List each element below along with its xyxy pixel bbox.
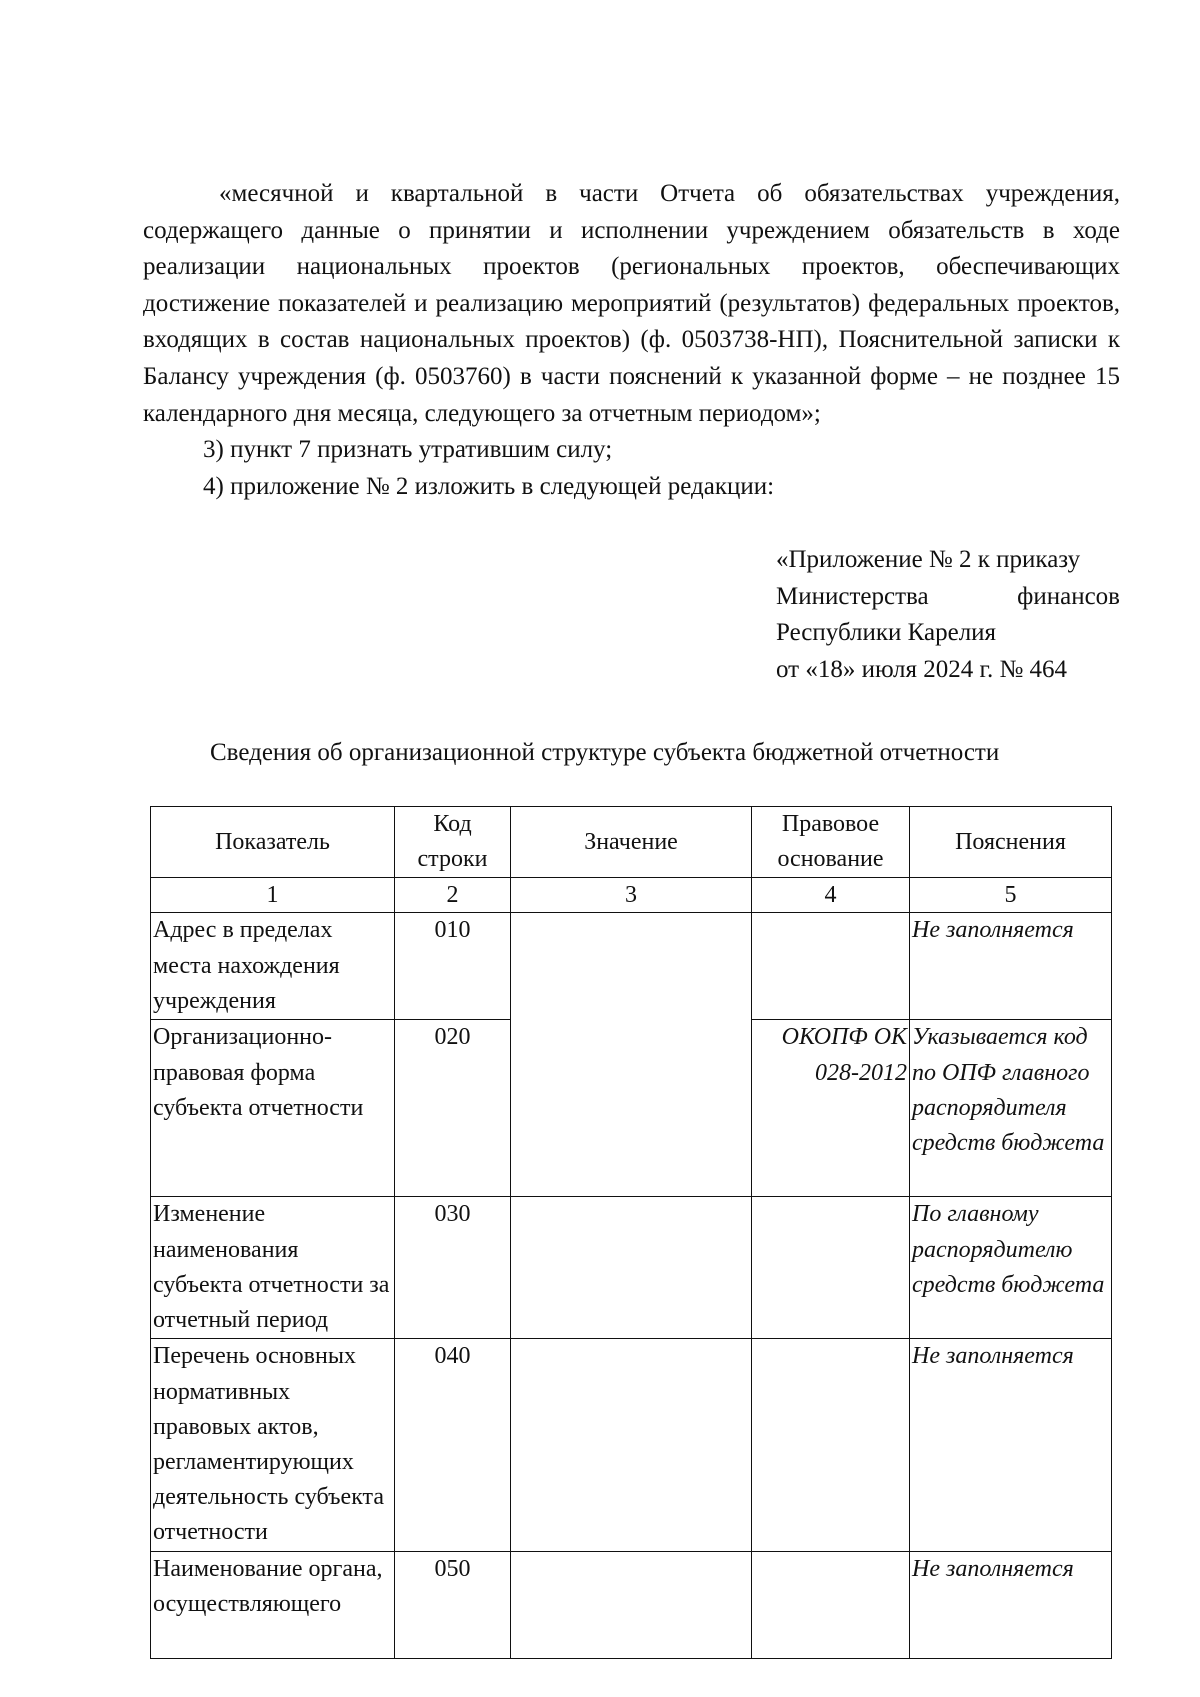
org-structure-table [150,806,1112,1659]
value-cell [511,1197,752,1339]
note-cell: Не заполняется [910,1551,1112,1658]
basis-cell [752,1339,910,1551]
table-row [151,913,1112,1020]
note-cell: Не заполняется [910,1339,1112,1551]
header-value: Значение [511,807,752,878]
table-header-row [151,807,1112,878]
header-code: Код строки [395,807,511,878]
basis-cell [752,1551,910,1658]
value-cell [511,1339,752,1551]
column-number: 2 [395,878,511,913]
header-indicator: Показатель [151,807,395,878]
table-title: Сведения об организационной структуре субъекта бюджетной отчетности [210,739,1000,766]
table-row [151,1197,1112,1339]
table-number-row [151,878,1112,913]
column-number: 3 [511,878,752,913]
code-cell: 030 [395,1197,511,1339]
table-row [151,1339,1112,1551]
appendix-line-3: Республики Карелия [776,619,997,647]
indicator-cell: Адрес в пределах места нахождения учреждения [151,913,395,1020]
appendix-line-4: от «18» июля 2024 г. № 464 [776,655,1068,683]
header-basis: Правовое основание [752,807,910,878]
value-cell [511,913,752,1197]
column-number: 4 [752,878,910,913]
value-cell [511,1551,752,1658]
basis-cell: ОКОПФ ОК 028-2012 [752,1020,910,1197]
code-cell: 020 [395,1020,511,1197]
paragraph-reporting-terms: «месячной и квартальной в части Отчета об обязательствах учреждения, содержащего данные о принятии и исполнении учреждением обязательств в ходе реализации национальных проектов (региональных проектов, обеспечивающих достижение показателей и реализацию мероприятий (результатов) федеральных проектов, входящих в состав национальных проектов) (ф. 0503738-НП), Пояснительной записки к Балансу учреждения (ф. 0503760) в части пояснений к указанной форме – не позднее 15 календарного дня месяца, следующего за отчетным периодом»; [143,180,1120,427]
note-cell: По главному распорядителю средств бюджета [910,1197,1112,1339]
note-cell: Указывается код по ОПФ главного распорядителя средств бюджета [910,1020,1112,1197]
indicator-cell: Изменение наименования субъекта отчетности за отчетный период [151,1197,395,1339]
appendix-line-1: «Приложение № 2 к приказу [776,546,1081,573]
basis-cell [752,913,910,1020]
column-number: 5 [910,878,1112,913]
header-notes: Пояснения [910,807,1112,878]
basis-cell [752,1197,910,1339]
list-item-4: 4) приложение № 2 изложить в следующей редакции: [203,472,775,500]
code-cell: 040 [395,1339,511,1551]
list-item-3: 3) пункт 7 признать утратившим силу; [203,436,613,464]
indicator-cell: Перечень основных нормативных правовых актов, регламентирующих деятельность субъекта отчетности [151,1339,395,1551]
indicator-cell: Организационно-правовая форма субъекта отчетности [151,1020,395,1197]
body-text [143,176,1120,505]
code-cell: 010 [395,913,511,1020]
note-cell: Не заполняется [910,913,1112,1020]
column-number: 1 [151,878,395,913]
appendix-header [776,542,1120,688]
table-row [151,1551,1112,1658]
appendix-line-2: Министерства финансов [776,582,1120,610]
code-cell: 050 [395,1551,511,1658]
indicator-cell: Наименование органа, осуществляющего [151,1551,395,1658]
